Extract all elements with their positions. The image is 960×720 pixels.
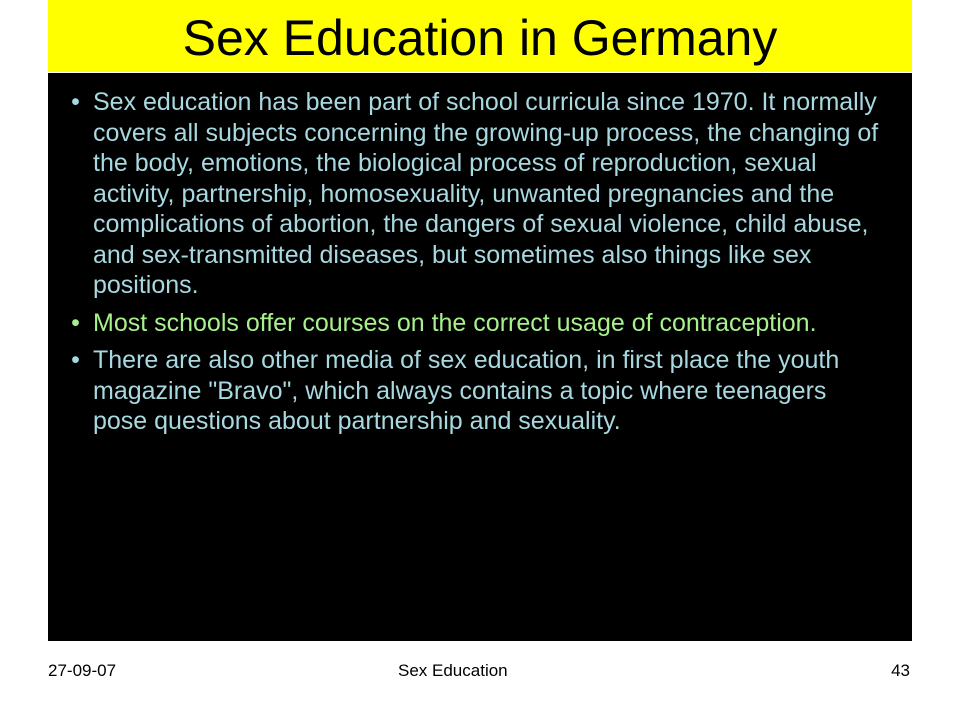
footer-title: Sex Education	[398, 661, 508, 680]
slide-title: Sex Education in Germany	[182, 10, 778, 66]
bullet-item	[58, 308, 882, 339]
footer-date: 27-09-07	[48, 661, 117, 680]
footer-page-number: 43	[891, 661, 910, 680]
bullet-marker: •	[71, 308, 80, 337]
bullet-item	[58, 87, 882, 301]
bullet-item	[58, 345, 882, 437]
bullet-list	[48, 73, 912, 437]
title-bar	[48, 0, 912, 72]
bullet-text: Most schools offer courses on the correct usage of contraception.	[93, 308, 817, 337]
bullet-marker: •	[71, 88, 80, 116]
bullet-text: There are also other media of sex education, in first place the youth magazine "Bravo", which always contains a topic where teenagers pose questions about partnership and sexuality.	[93, 346, 840, 435]
bullet-text: Sex education has been part of school curricula since 1970. It normally covers all subjects concerning the growing-up process, the changing of the body, emotions, the biological process of reproduction, sexual activity, partnership, homosexuality, unwanted pregnancies and the complications of abortion, the dangers of sexual violence, child abuse, and sex-transmitted diseases, but sometimes also things like sex positions.	[93, 88, 879, 299]
bullet-marker: •	[71, 346, 80, 374]
content-box	[48, 73, 912, 641]
